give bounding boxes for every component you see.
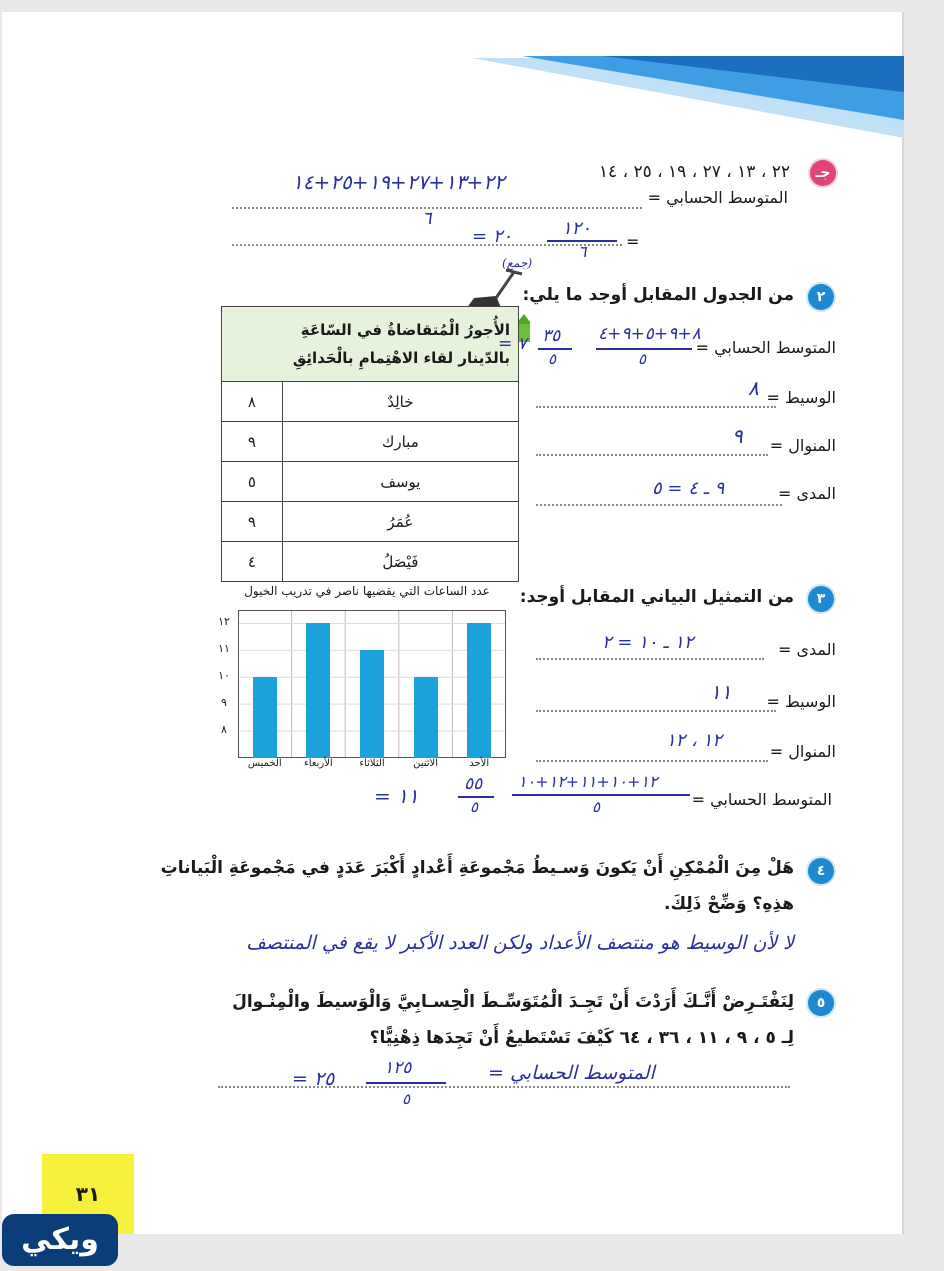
table-cell-value: ٩ (222, 422, 283, 462)
question-3-hand-median: ١١ (710, 680, 732, 704)
question-5-hand-den: ٥ (402, 1090, 411, 1108)
question-3-badge: ٣ (808, 586, 834, 612)
question-3-hand-mode: ١٢ ، ١٢ (666, 730, 722, 751)
question-5-line1: لِنَفْتَـرِضْ أَنَّـكَ أَرَدْتَ أَنْ تَجِـدَ الْمُتَوَسِّـطَ الْحِسـابِيَّ وَالْوَسيطَ والْمِنْـوالَ (232, 992, 794, 1012)
question-c-hand-result: = ٢٠ (472, 226, 513, 247)
question-3-hand-mean-den: ٥ (592, 798, 601, 816)
chart-bar (306, 623, 330, 758)
question-c-hand-result-num: ١٢٠ (562, 218, 592, 239)
question-4-line1: هَلْ مِنَ الْمُمْكِنِ أَنْ يَكونَ وَسـيطُ مَجْموعَةِ أَعْدادٍ أَكْبَرَ عَدَدٍ في مَجْموعَةِ الْبَياناتِ (160, 858, 794, 878)
table-cell-name: عُمَرُ (282, 502, 518, 542)
chart-y-tick: ٨ (221, 723, 227, 737)
table-row (222, 422, 519, 462)
question-c-dotline-2 (232, 244, 622, 246)
question-5-badge: ٥ (808, 990, 834, 1016)
question-3-range-dotline (536, 658, 764, 660)
question-3-hand-range: ١٢ ـ ١٠ = ٢ (602, 632, 694, 653)
chart-y-tick: ١٢ (218, 615, 230, 629)
question-5-hand-num: ١٢٥ (384, 1058, 412, 1078)
chart-bar (467, 623, 491, 758)
hours-bar-chart (212, 584, 512, 784)
question-2-mean-label: المتوسط الحسابي = (695, 338, 836, 357)
question-2-hand-mode: ٩ (732, 424, 743, 448)
question-3-hand-mean-result: = ١١ (374, 784, 419, 808)
question-3-median-dotline (536, 710, 776, 712)
chart-title: عدد الساعات التي يقضيها ناصر في تدريب الخيول (244, 584, 490, 598)
question-c-numbers: ٢٢ ، ١٣ ، ٢٧ ، ١٩ ، ٢٥ ، ١٤ (598, 162, 790, 182)
chart-x-label: الأربعاء (304, 758, 333, 769)
wages-table-header-row (222, 307, 519, 382)
table-cell-name: خالِدٌ (282, 382, 518, 422)
question-3-mean-label: المتوسط الحسابي = (691, 790, 832, 809)
table-row (222, 382, 519, 422)
table-cell-name: مبارك (282, 422, 518, 462)
table-cell-name: يوسف (282, 462, 518, 502)
question-3-hand-mean-num2: ٥٥ (464, 774, 483, 794)
question-2-mode-dotline (536, 454, 768, 456)
question-3-mean-fraction-bar (512, 794, 690, 796)
table-cell-name: فَيْصَلُ (282, 542, 518, 582)
table-cell-value: ٤ (222, 542, 283, 582)
chart-x-label: الاثنين (413, 758, 439, 769)
page-number: ٣١ (42, 1154, 134, 1234)
question-2-hand-mean: ٨+٩+٥+٩+٤ (598, 324, 701, 344)
question-2-range-label: المدى = (778, 484, 836, 503)
question-2-range-dotline (536, 504, 782, 506)
question-c-dotline-1 (232, 207, 642, 209)
question-2-hand-mean-num2: ٣٥ (542, 326, 561, 346)
question-2-badge: ٢ (808, 284, 834, 310)
question-c-hand-numerator: ٢٢+١٣+٢٧+١٩+٢٥+١٤ (292, 170, 505, 194)
question-c-hand-denominator: ٦ (422, 208, 432, 229)
chart-bar (253, 677, 277, 758)
table-cell-value: ٨ (222, 382, 283, 422)
wages-table (221, 306, 519, 582)
question-3-hand-mean: ١٢+١٠+١١+١٢+١٠ (518, 772, 658, 791)
table-cell-value: ٩ (222, 502, 283, 542)
question-2-mode-label: المنوال = (769, 436, 836, 455)
question-c-badge: جـ (810, 160, 836, 186)
chart-x-label: الأحد (469, 758, 490, 769)
site-logo (2, 1214, 118, 1266)
wages-table-title (222, 307, 519, 382)
chart-y-tick: ١٠ (218, 669, 230, 683)
chart-y-tick: ١١ (218, 642, 230, 656)
chart-y-tick: ٩ (221, 696, 227, 710)
question-c-hand-result-den: ٦ (578, 242, 587, 261)
table-row (222, 542, 519, 582)
question-3-range-label: المدى = (778, 640, 836, 659)
corner-decoration (2, 12, 904, 152)
wages-table-title-text: الأُجورُ الْمُتقاضاةُ في السّاعَةِ بالدّينار لقاء الاهْتِمامِ بالْحَدائِقِ (292, 321, 510, 367)
question-5-hand-result: = ٢٥ (292, 1068, 335, 1090)
question-3-mode-label: المنوال = (769, 742, 836, 761)
chart-bar (414, 677, 438, 758)
table-row (222, 462, 519, 502)
question-3-prompt: من التمثيل البياني المقابل أوجد: (519, 587, 794, 607)
question-2-hand-median: ٨ (748, 376, 759, 400)
question-5-hand-answer: المتوسط الحسابي = (488, 1062, 655, 1084)
question-2-hand-mean-result: = ٧ (498, 334, 527, 354)
question-5-fraction-bar (366, 1082, 446, 1084)
question-3-mode-dotline (536, 760, 768, 762)
question-c-mean-label: المتوسط الحسابي = (647, 188, 788, 207)
table-cell-value: ٥ (222, 462, 283, 502)
question-4-badge: ٤ (808, 858, 834, 884)
question-4-line2: هذِهِ؟ وَضِّحْ ذَلِكَ. (664, 894, 794, 914)
chart-x-label: الخميس (247, 758, 282, 769)
table-row (222, 502, 519, 542)
question-3-hand-mean-den2: ٥ (470, 798, 479, 816)
chart-x-label: الثلاثاء (359, 758, 385, 769)
question-3-median-label: الوسيط = (766, 692, 836, 711)
question-2-small-note: (جمع) (502, 256, 533, 270)
chart-bar (360, 650, 384, 758)
question-2-hand-mean-den2: ٥ (548, 350, 557, 368)
question-2-prompt: من الجدول المقابل أوجد ما يلي: (522, 285, 794, 305)
question-2-hand-mean-den: ٥ (638, 350, 647, 368)
question-4-hand-answer: لا لأن الوسيط هو منتصف الأعداد ولكن العدد الأكبر لا يقع في المنتصف (246, 932, 794, 954)
question-2-median-dotline (536, 406, 776, 408)
question-c-equals: = (626, 232, 640, 251)
question-2-hand-range: ٩ ـ ٤ = ٥ (652, 478, 725, 499)
question-5-line2: لِـ ٥ ، ٩ ، ١١ ، ٣٦ ، ٦٤ كَيْفَ تَسْتَطيعُ أَنْ تَجِدَها ذِهْنِيًّا؟ (369, 1028, 794, 1048)
workbook-page (2, 12, 904, 1234)
question-2-median-label: الوسيط = (766, 388, 836, 407)
site-logo-text: ويكي (21, 1222, 99, 1257)
